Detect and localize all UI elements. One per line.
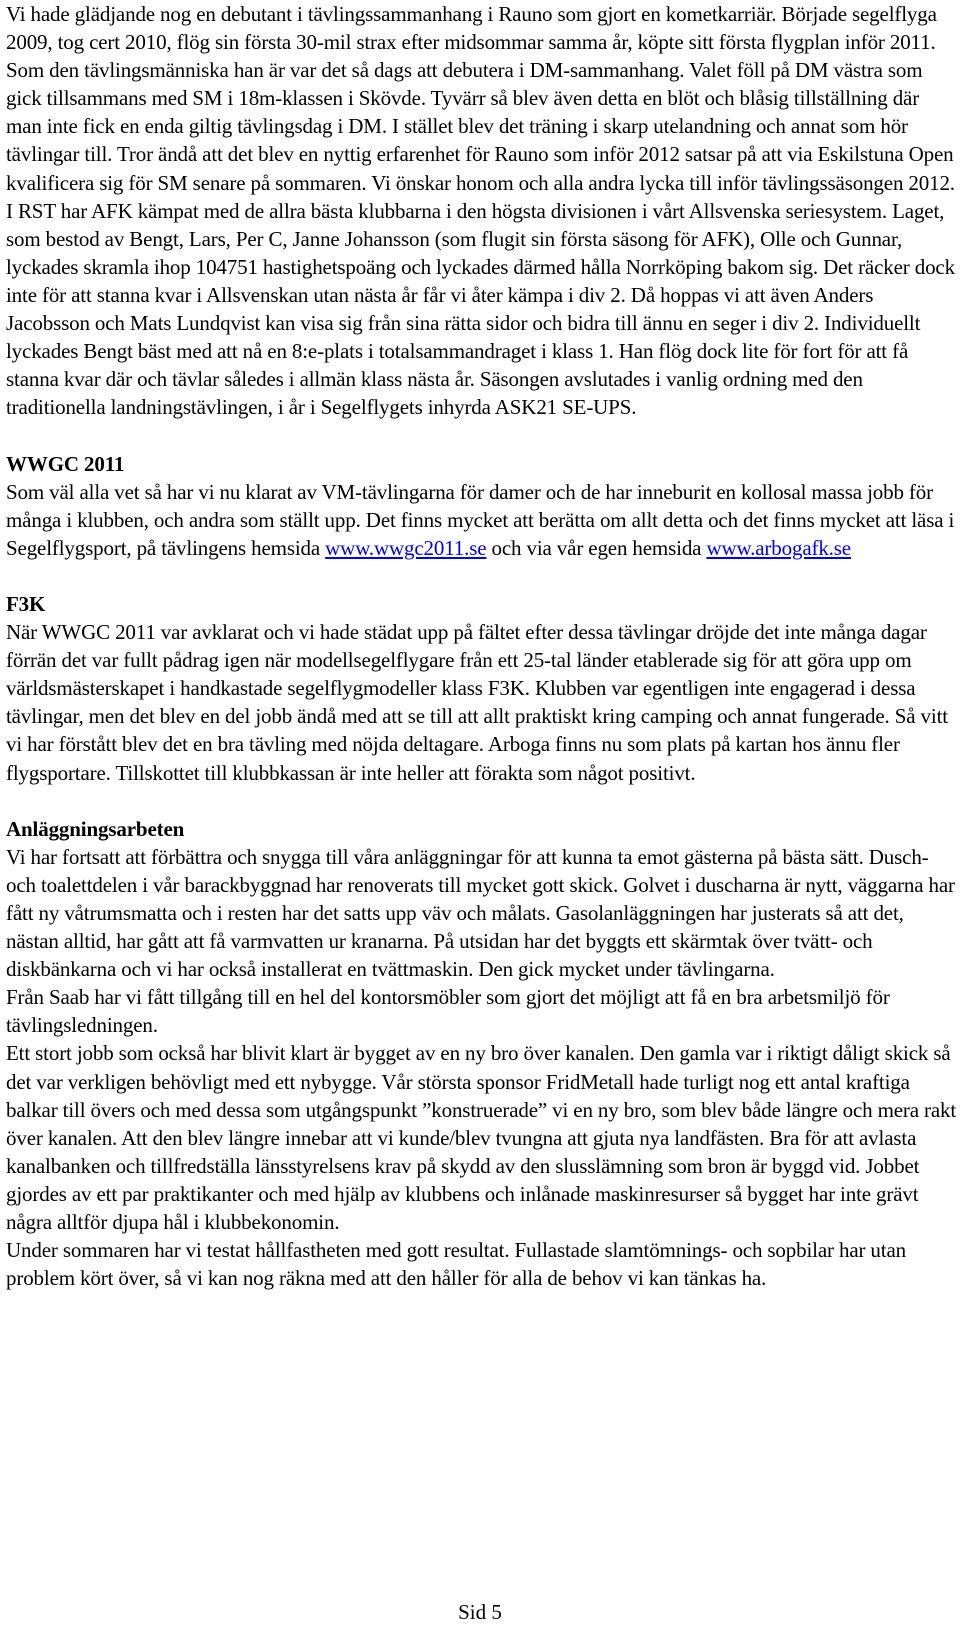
paragraph-wwgc (6, 478, 958, 562)
wwgc-mid-text: och via vår egen hemsida (491, 535, 702, 560)
heading-anlaggningsarbeten: Anläggningsarbeten (6, 816, 185, 841)
spacer (6, 421, 958, 449)
heading-f3k: F3K (6, 591, 46, 616)
paragraph-saab: Från Saab har vi fått tillgång till en hel del kontorsmöbler som gjort det möjligt att få en bra arbetsmiljö för tävlingsledningen. (6, 985, 890, 1038)
heading-wwgc: WWGC 2011 (6, 451, 125, 476)
paragraph-dusch: Vi har fortsatt att förbättra och snygga till våra anläggningar för att kunna ta emot gästerna på bästa sätt. Dusch- och toalettdelen i vår barackbyggnad har renoverats till mycket gott skick. Golvet i duscharna är nytt, väggarna har fått ny våtrumsmatta och i resten har det satts upp väv och målats. Gasolanläggningen har justerats så att det, nästan alltid, har gått att få varmvatten ur kranarna. På utsidan har det byggts ett skärmtak över tvätt- och diskbänkarna och vi har också installerat en tvättmaskin. Den gick mycket under tävlingarna. (6, 844, 955, 982)
document-page (6, 0, 958, 1292)
paragraph-f3k: När WWGC 2011 var avklarat och vi hade städat upp på fältet efter dessa tävlingar dröjde det inte många dagar förrän det var fullt pådrag igen när modellsegelflygare från ett 25-tal länder etablerade sig för att göra upp om världsmästerskapet i handkastade segelflygmodeller klass F3K. Klubben var egentligen inte engagerad i dessa tävlingar, men det blev en del jobb ändå med att se till att allt praktiskt kring camping och annat fungerade. Så vitt vi har förstått blev det en bra tävling med nöjda deltagare. Arboga finns nu som plats på kartan hos ännu fler flygsportare. Tillskottet till klubbkassan är inte heller att förakta som något positivt. (6, 620, 948, 785)
paragraph-hallfasthet: Under sommaren har vi testat hållfastheten med gott resultat. Fullastade slamtömnings- och sopbilar har utan problem kört över, så vi kan nog räkna med att den håller för alla de behov vi kan tänkas ha. (6, 1238, 906, 1291)
wwgc-website-link[interactable]: www.wwgc2011.se (325, 535, 487, 560)
paragraph-rauno: Vi hade glädjande nog en debutant i tävlingssammanhang i Rauno som gjort en kometkarriär. Började segelflyga 2009, tog cert 2010, flög sin första 30-mil strax efter midsommar samma år, köpte sitt första flygplan inför 2011. Som den tävlingsmänniska han är var det så dags att debutera i DM-sammanhang. Valet föll på DM västra som gick tillsammans med SM i 18m-klassen i Skövde. Tyvärr så blev även detta en blöt och blåsig tillställning där man inte fick en enda giltig tävlingsdag i DM. I stället blev det träning i skarp utelandning och annat som hör tävlingar till. Tror ändå att det blev en nyttig erfarenhet för Rauno som inför 2012 satsar på att via Eskilstuna Open kvalificera sig för SM senare på sommaren. Vi önskar honom och alla andra lycka till inför tävlingssäsongen 2012. (6, 2, 955, 195)
wwgc-text: Som väl alla vet så har vi nu klarat av VM-tävlingarna för damer och de har inneburit en kollosal massa jobb för många i klubben, och andra som ställt upp. Det finns mycket att berätta om allt detta och det finns mycket att läsa i Segelflygsport, på tävlingens hemsida (6, 479, 955, 560)
arbogafk-website-link[interactable]: www.arbogafk.se (706, 535, 851, 560)
page-number: Sid 5 (458, 1600, 502, 1624)
paragraph-bro: Ett stort jobb som också har blivit klart är bygget av en ny bro över kanalen. Den gamla var i riktigt dåligt skick så det var verkligen behövligt med ett nybygge. Vår största sponsor FridMetall hade turligt nog ett antal kraftiga balkar till övers och med dessa som utgångspunkt ”konstruerade” vi en ny bro, som blev både längre och mera rakt över kanalen. Att den blev längre innebar att vi kunde/blev tvungna att gjuta nya landfästen. Bra för att avlasta kanalbanken och tillfredställa länsstyrelsens krav på skydd av den slusslämning som bron är byggd vid. Jobbet gjordes av ett par praktikanter och med hjälp av klubbens och inlånade maskinresurser så bygget har inte grävt några alltför djupa hål i klubbekonomin. (6, 1041, 957, 1235)
spacer (6, 787, 958, 815)
paragraph-rst: I RST har AFK kämpat med de allra bästa klubbarna i den högsta divisionen i vårt Allsvenska seriesystem. Laget, som bestod av Bengt, Lars, Per C, Janne Johansson (som flugit sin första säsong för AFK), Olle och Gunnar, lyckades skramla ihop 104751 hastighetspoäng och lyckades därmed hålla Norrköping bakom sig. Det räcker dock inte för att stanna kvar i Allsvenskan utan nästa år får vi åter kämpa i div 2. Då hoppas vi att även Anders Jacobsson och Mats Lundqvist kan visa sig från sina rätta sidor och bidra till ännu en seger i div 2. Individuellt lyckades Bengt bäst med att nå en 8:e-plats i totalsammandraget i klass 1. Han flög dock lite för fort för att få stanna kvar där och tävlar således i allmän klass nästa år. Säsongen avslutades i vanlig ordning med den traditionella landningstävlingen, i år i Segelflygets inhyrda ASK21 SE-UPS. (6, 198, 955, 420)
spacer (6, 562, 958, 590)
